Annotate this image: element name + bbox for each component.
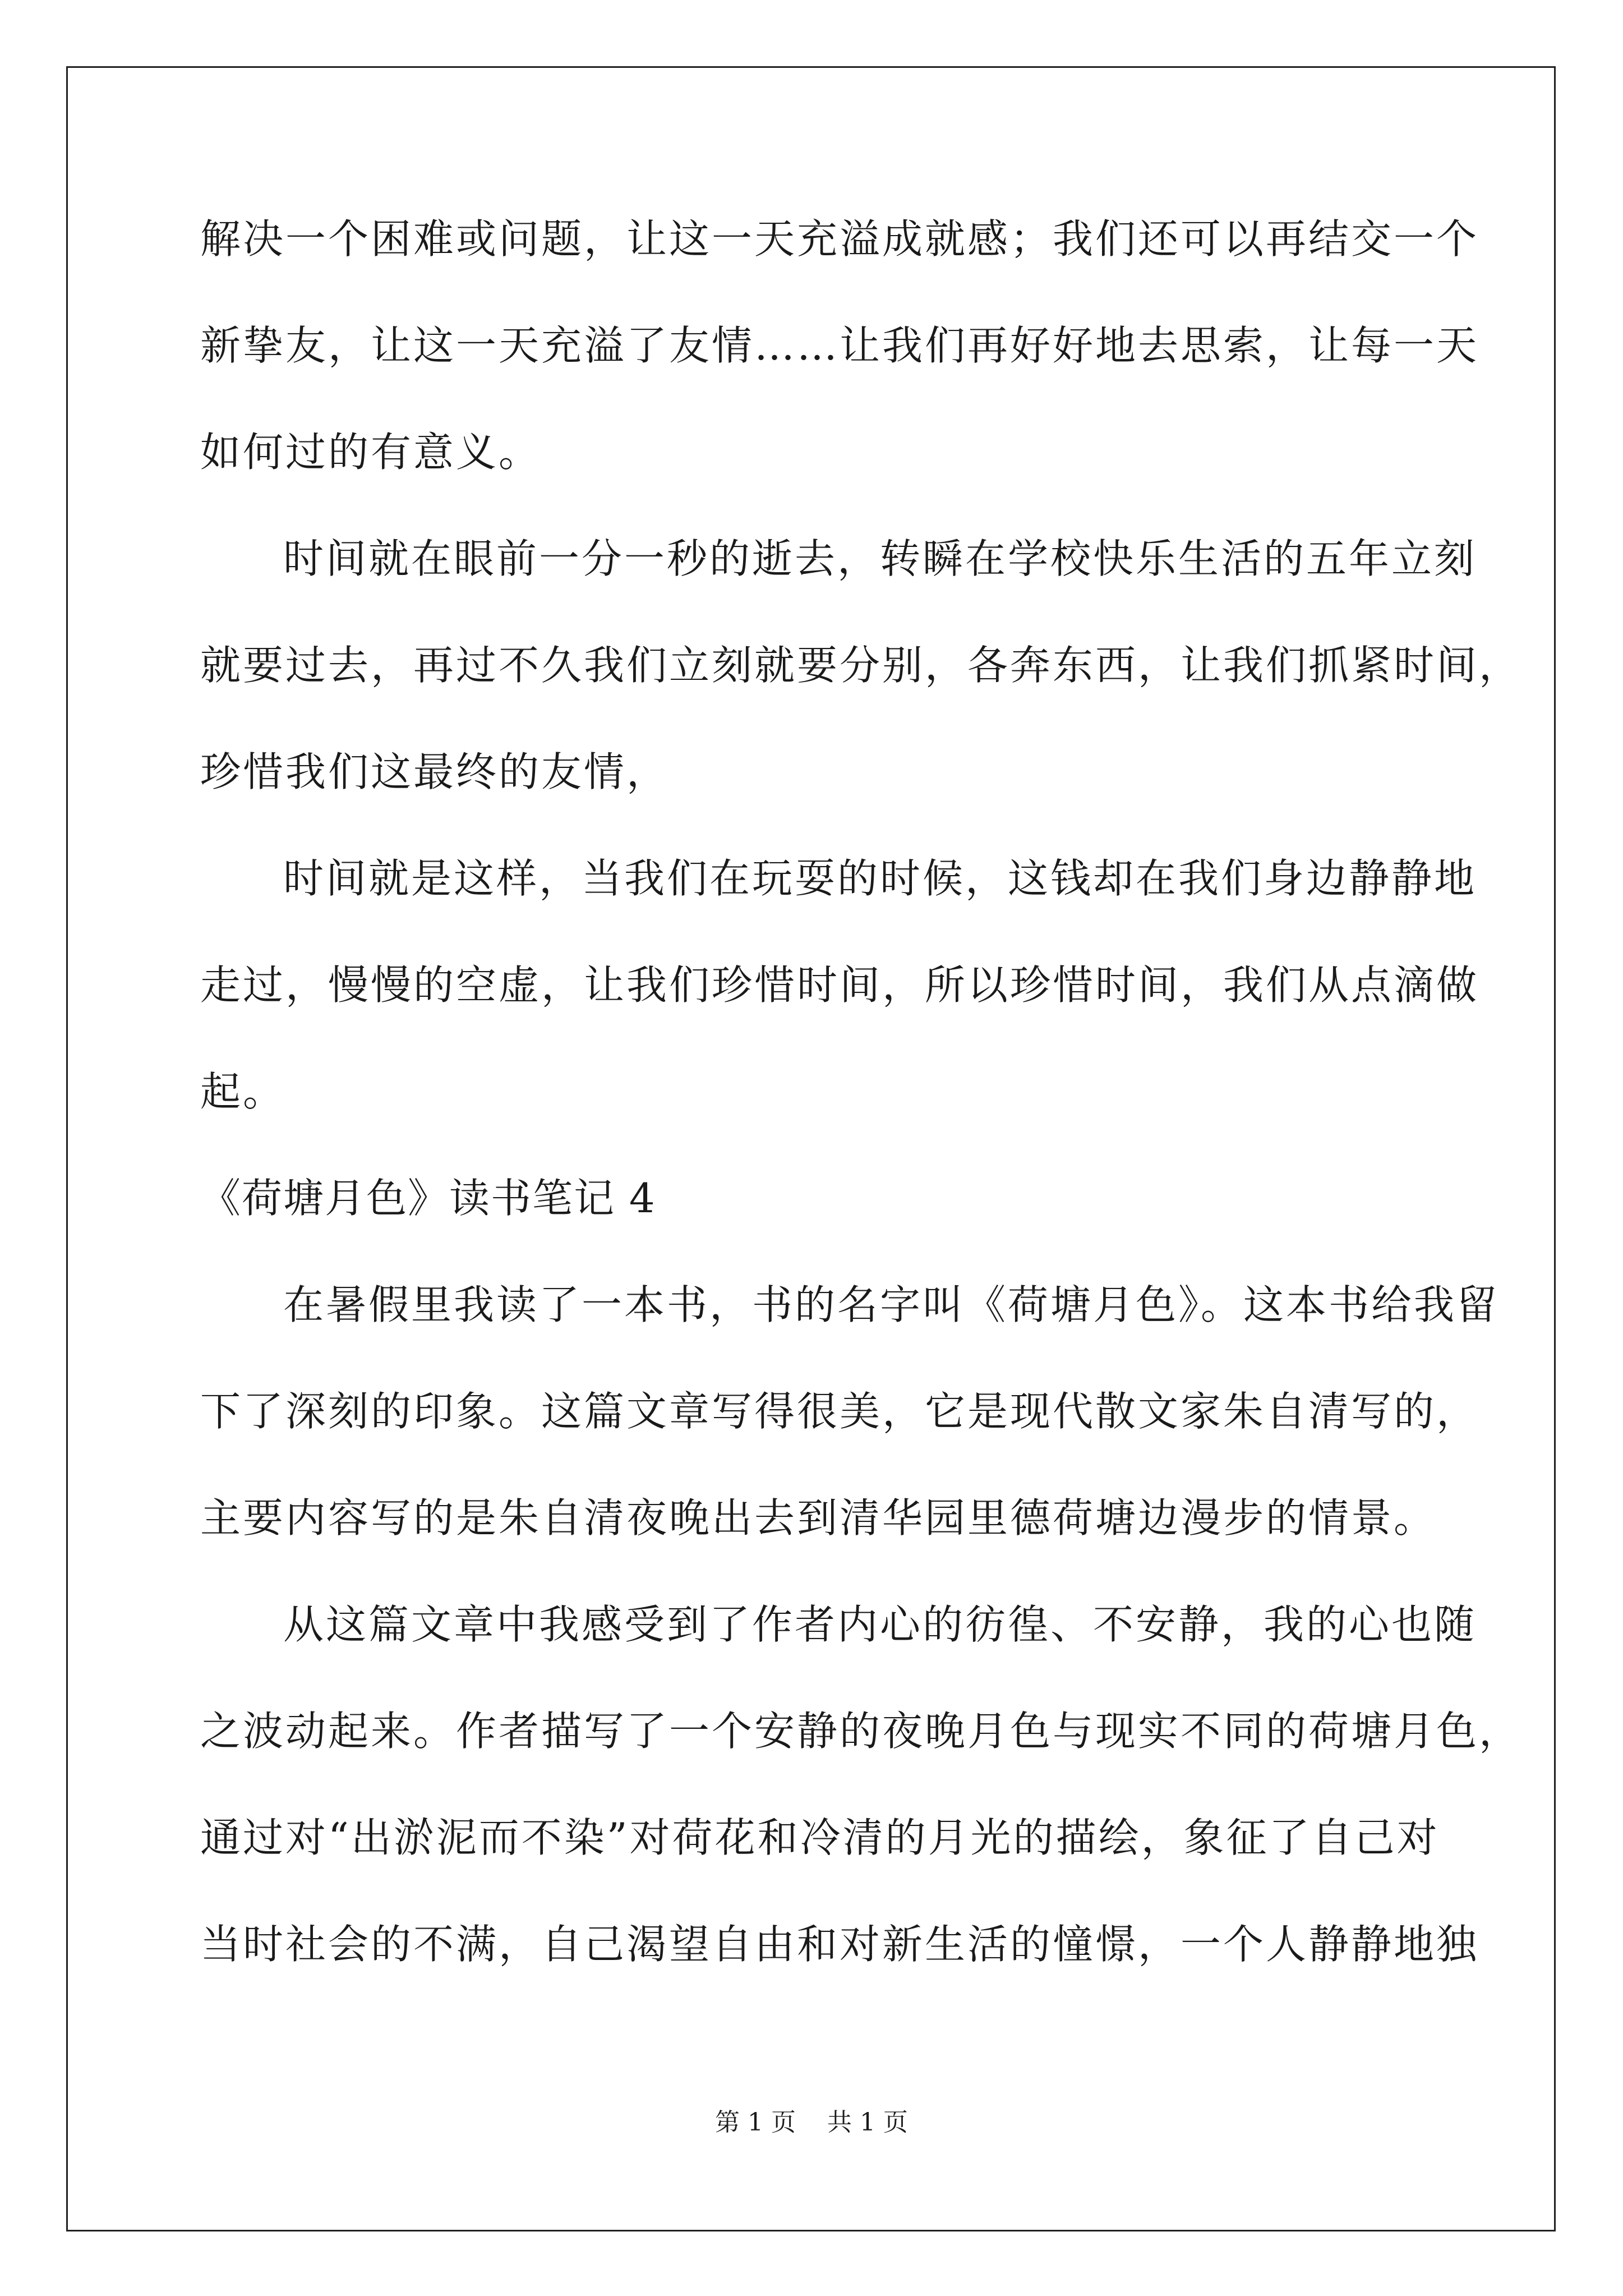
text-line: 起。 <box>200 1068 286 1115</box>
paragraph-start-line: 时间就是这样，当我们在玩耍的时候，这钱却在我们身边静静地 <box>283 855 1477 902</box>
paragraph-start-line: 在暑假里我读了一本书，书的名字叫《荷塘月色》。这本书给我留 <box>283 1281 1500 1328</box>
page-border <box>66 66 1556 2231</box>
text-line: 之波动起来。作者描写了一个安静的夜晚月色与现实不同的荷塘月色， <box>200 1708 1522 1755</box>
text-line: 珍惜我们这最终的友情， <box>200 748 670 795</box>
text-line: 走过，慢慢的空虚，让我们珍惜时间，所以珍惜时间，我们从点滴做 <box>200 961 1479 1009</box>
text-line: 主要内容写的是朱自清夜晚出去到清华园里德荷塘边漫步的情景。 <box>200 1494 1437 1542</box>
text-line: 新挚友，让这一天充溢了友情……让我们再好好地去思索，让每一天 <box>200 322 1479 369</box>
text-line: 下了深刻的印象。这篇文章写得很美，它是现代散文家朱自清写的， <box>200 1388 1479 1435</box>
paragraph-start-line: 时间就在眼前一分一秒的逝去，转瞬在学校快乐生活的五年立刻 <box>283 535 1477 582</box>
text-line: 如何过的有意义。 <box>200 429 542 476</box>
text-line: 就要过去，再过不久我们立刻就要分别，各奔东西，让我们抓紧时间， <box>200 642 1522 689</box>
text-line: 当时社会的不满，自己渴望自由和对新生活的憧憬，一个人静静地独 <box>200 1921 1479 1968</box>
page-number-footer: 第 1 页 共 1 页 <box>715 2108 908 2137</box>
text-line: 解决一个困难或问题，让这一天充溢成就感；我们还可以再结交一个 <box>200 215 1479 263</box>
paragraph-start-line: 从这篇文章中我感受到了作者内心的彷徨、不安静，我的心也随 <box>283 1601 1477 1648</box>
section-heading: 《荷塘月色》读书笔记 4 <box>200 1175 656 1222</box>
text-line: 通过对“出淤泥而不染”对荷花和冷清的月光的描绘，象征了自己对 <box>200 1814 1440 1861</box>
